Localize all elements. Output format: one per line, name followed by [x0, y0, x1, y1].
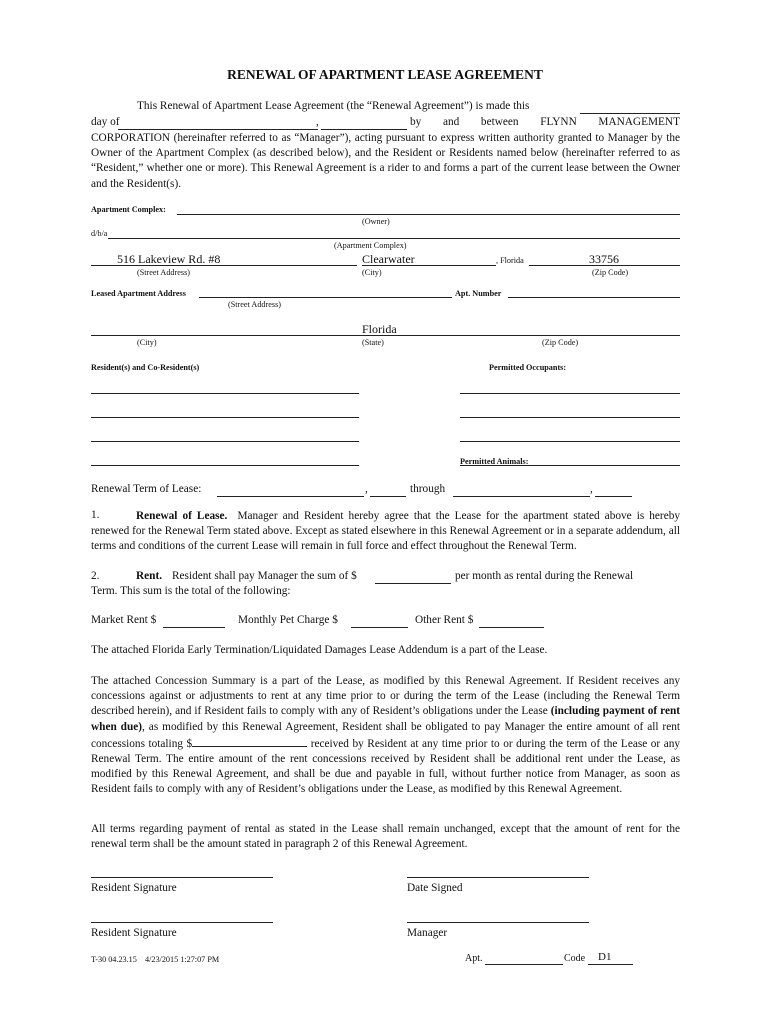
- resident-field-1[interactable]: [91, 393, 359, 394]
- addendum-text: The attached Florida Early Termination/Liquidated Damages Lease Addendum is a part of the Lease.: [91, 644, 548, 656]
- section1-text: Manager and Resident hereby agree that the Lease for the apartment stated above is hereby renewed for the Renewal Term stated above. Except as stated elsewhere in this Renewal Agreement or in a separate addendum, all terms and conditions of the current Lease will remain in full force and effect throughout the Renewal Term.: [91, 510, 681, 553]
- section2-text-c: Term. This sum is the total of the following:: [91, 585, 291, 597]
- leased-street-caption: (Street Address): [228, 300, 281, 309]
- manager-signature-line[interactable]: [407, 922, 589, 923]
- date-signed-label: Date Signed: [407, 882, 463, 894]
- occupant-field-1[interactable]: [460, 393, 680, 394]
- occupant-field-3[interactable]: [460, 441, 680, 442]
- monthly-rent-field[interactable]: [375, 583, 451, 584]
- term-start-year-field[interactable]: [370, 496, 406, 497]
- zip-value: 33756: [589, 252, 619, 266]
- apartment-complex-caption: (Apartment Complex): [334, 241, 407, 250]
- section2-heading: Rent.: [136, 570, 163, 582]
- intro-day-of: day of: [91, 116, 120, 128]
- footer-apt-label: Apt.: [465, 953, 483, 964]
- apt-number-label: Apt. Number: [455, 289, 502, 298]
- resident-field-4[interactable]: [91, 465, 359, 466]
- owner-field[interactable]: [177, 214, 680, 215]
- date-signed-line[interactable]: [407, 877, 589, 878]
- month-field[interactable]: [118, 129, 318, 130]
- street-caption: (Street Address): [137, 268, 190, 277]
- form-timestamp: 4/23/2015 1:27:07 PM: [145, 955, 220, 964]
- other-rent-field[interactable]: [479, 627, 544, 628]
- leased-zip-caption: (Zip Code): [542, 338, 579, 347]
- pet-charge-label: Monthly Pet Charge $: [238, 614, 338, 626]
- through-text: through: [410, 483, 446, 495]
- resident-signature-line-2[interactable]: [91, 922, 273, 923]
- intro-paragraph: CORPORATION (hereinafter referred to as “Manager”), acting pursuant to express written authority granted to Manager by the Owner of the Apartment Complex (as described below), and the Resident or Residents named below (hereinafter referred to as “Resident,” whether one or more). This Renewal Agreement is a rider to and forms a part of the current lease between the Owner and the Resident(s).: [91, 132, 680, 190]
- section2-number: 2.: [91, 570, 100, 582]
- term-end-year-field[interactable]: [595, 496, 632, 497]
- manager-label: Manager: [407, 927, 448, 939]
- footer-code-label: Code: [564, 953, 586, 964]
- term-end-field[interactable]: [453, 496, 590, 497]
- section1-paragraph: [91, 509, 680, 555]
- final-paragraph: All terms regarding payment of rental as stated in the Lease shall remain unchanged, except that the amount of rent for the renewal term shall be the amount stated in paragraph 2 of this Renewal Agreement.: [91, 823, 680, 851]
- leased-city-caption: (City): [137, 338, 157, 347]
- day-field[interactable]: [580, 113, 680, 114]
- street-value: 516 Lakeview Rd. #8: [117, 252, 221, 266]
- section2-text-a: Resident shall pay Manager the sum of $: [172, 570, 357, 582]
- market-rent-label: Market Rent $: [91, 614, 157, 626]
- resident-signature-line-1[interactable]: [91, 877, 273, 878]
- intro-line1: This Renewal of Apartment Lease Agreement (the “Renewal Agreement”) is made this: [137, 100, 530, 112]
- footer-apt-field[interactable]: [485, 964, 563, 965]
- leased-address-label: Leased Apartment Address: [91, 289, 186, 298]
- section1-number: 1.: [91, 509, 100, 521]
- leased-state-value: Florida: [362, 322, 397, 336]
- form-id: T-30 04.23.15: [91, 955, 137, 964]
- concession-amount-field[interactable]: [192, 735, 307, 747]
- zip-caption: (Zip Code): [592, 268, 629, 277]
- city-value: Clearwater: [362, 252, 415, 266]
- section2-text-b: per month as rental during the Renewal: [455, 570, 634, 582]
- intro-by-and-between: by and between FLYNN MANAGEMENT: [410, 116, 680, 128]
- city-caption: (City): [362, 268, 382, 277]
- resident-field-2[interactable]: [91, 417, 359, 418]
- market-rent-field[interactable]: [163, 627, 225, 628]
- footer-code-value: D1: [598, 951, 612, 963]
- footer-code-field[interactable]: [588, 964, 633, 965]
- resident-signature-label-1: Resident Signature: [91, 882, 177, 894]
- document-title: RENEWAL OF APARTMENT LEASE AGREEMENT: [227, 67, 543, 82]
- leased-address-field[interactable]: [199, 297, 452, 298]
- resident-signature-label-2: Resident Signature: [91, 927, 177, 939]
- residents-label: Resident(s) and Co-Resident(s): [91, 363, 200, 372]
- permitted-animals-label: Permitted Animals:: [460, 457, 529, 466]
- dba-field[interactable]: [108, 238, 680, 239]
- renewal-term-label: Renewal Term of Lease:: [91, 483, 202, 495]
- apartment-complex-label: Apartment Complex:: [91, 205, 166, 214]
- pet-charge-field[interactable]: [351, 627, 408, 628]
- other-rent-label: Other Rent $: [415, 614, 474, 626]
- section1-heading: Renewal of Lease.: [136, 510, 228, 522]
- resident-field-3[interactable]: [91, 441, 359, 442]
- leased-state-caption: (State): [362, 338, 384, 347]
- owner-caption: (Owner): [362, 217, 390, 226]
- year-field[interactable]: [321, 129, 407, 130]
- occupant-field-2[interactable]: [460, 417, 680, 418]
- concession-paragraph: The attached Concession Summary is a part of the Lease, as modified by this Renewal Agreement. If Resident receives any concessions against or adjustments to rent at any time prior to or during the term of the Lease (including the Renewal Term described herein), and if Resident fails to comply with any of Resident’s obligations under the Lease (including payment of rent when due), as modified by this Renewal Agreement, Resident shall be obligated to pay Manager the entire amount of all rent concessions totaling $ received by Resident at any time prior to or during the term of the Lease or any Renewal Term. The entire amount of the rent concessions received by Resident shall be additional rent under the Lease, as modified by this Renewal Agreement, and shall be due and payable in full, without further notice from Manager, as soon as Resident fails to comply with any of Resident’s obligations under the Lease, as modified by this Renewal Agreement.: [91, 675, 681, 796]
- apt-number-field[interactable]: [508, 297, 680, 298]
- state-text: , Florida: [496, 256, 524, 265]
- occupants-label: Permitted Occupants:: [489, 363, 567, 372]
- dba-label: d/b/a: [91, 229, 108, 238]
- term-start-field[interactable]: [217, 496, 364, 497]
